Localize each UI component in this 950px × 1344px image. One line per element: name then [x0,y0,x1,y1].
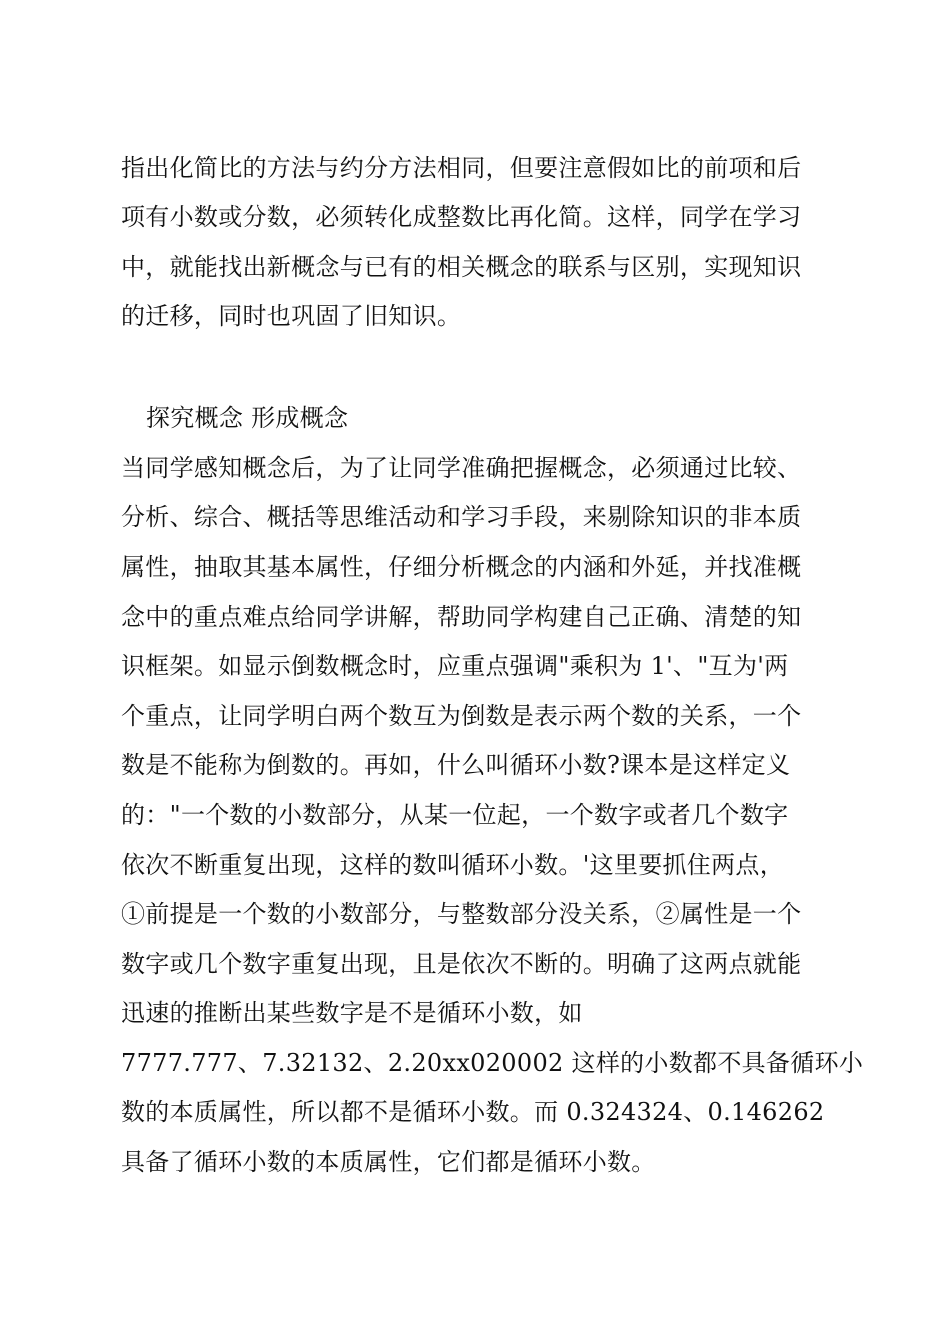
paragraph-line: 当同学感知概念后，为了让同学准确把握概念，必须通过比较、 [121,454,802,482]
paragraph-line: 指出化简比的方法与约分方法相同，但要注意假如比的前项和后 [121,154,802,182]
paragraph-line: 念中的重点难点给同学讲解，帮助同学构建自己正确、清楚的知 [121,603,802,631]
paragraph-line: 个重点，让同学明白两个数互为倒数是表示两个数的关系，一个 [121,702,802,730]
paragraph-line: 的："一个数的小数部分，从某一位起，一个数字或者几个数字 [121,801,789,829]
paragraph-line: 迅速的推断出某些数字是不是循环小数，如 [121,999,583,1027]
paragraph-line: 数是不能称为倒数的。再如，什么叫循环小数?课本是这样定义 [121,751,791,779]
paragraph-line: ①前提是一个数的小数部分，与整数部分没关系，②属性是一个 [121,900,802,928]
paragraph-line: 的迁移，同时也巩固了旧知识。 [121,302,462,330]
section-heading: 探究概念 形成概念 [146,404,349,432]
paragraph-line: 依次不断重复出现，这样的数叫循环小数。'这里要抓住两点， [121,851,784,879]
paragraph-line: 数字或几个数字重复出现，且是依次不断的。明确了这两点就能 [121,950,802,978]
paragraph-line: 具备了循环小数的本质属性，它们都是循环小数。 [121,1148,656,1176]
paragraph-line: 分析、综合、概括等思维活动和学习手段，来剔除知识的非本质 [121,503,802,531]
paragraph-line: 识框架。如显示倒数概念时，应重点强调"乘积为 1'、"互为'两 [121,652,789,680]
paragraph-line: 7777.777、7.32132、2.20xx020002 这样的小数都不具备循环小 [121,1049,864,1077]
paragraph-line: 数的本质属性，所以都不是循环小数。而 0.324324、0.146262 [121,1098,825,1126]
paragraph-line: 项有小数或分数，必须转化成整数比再化简。这样，同学在学习 [121,203,802,231]
paragraph-line: 属性，抽取其基本属性，仔细分析概念的内涵和外延，并找准概 [121,553,802,581]
paragraph-line: 中，就能找出新概念与已有的相关概念的联系与区别，实现知识 [121,253,802,281]
